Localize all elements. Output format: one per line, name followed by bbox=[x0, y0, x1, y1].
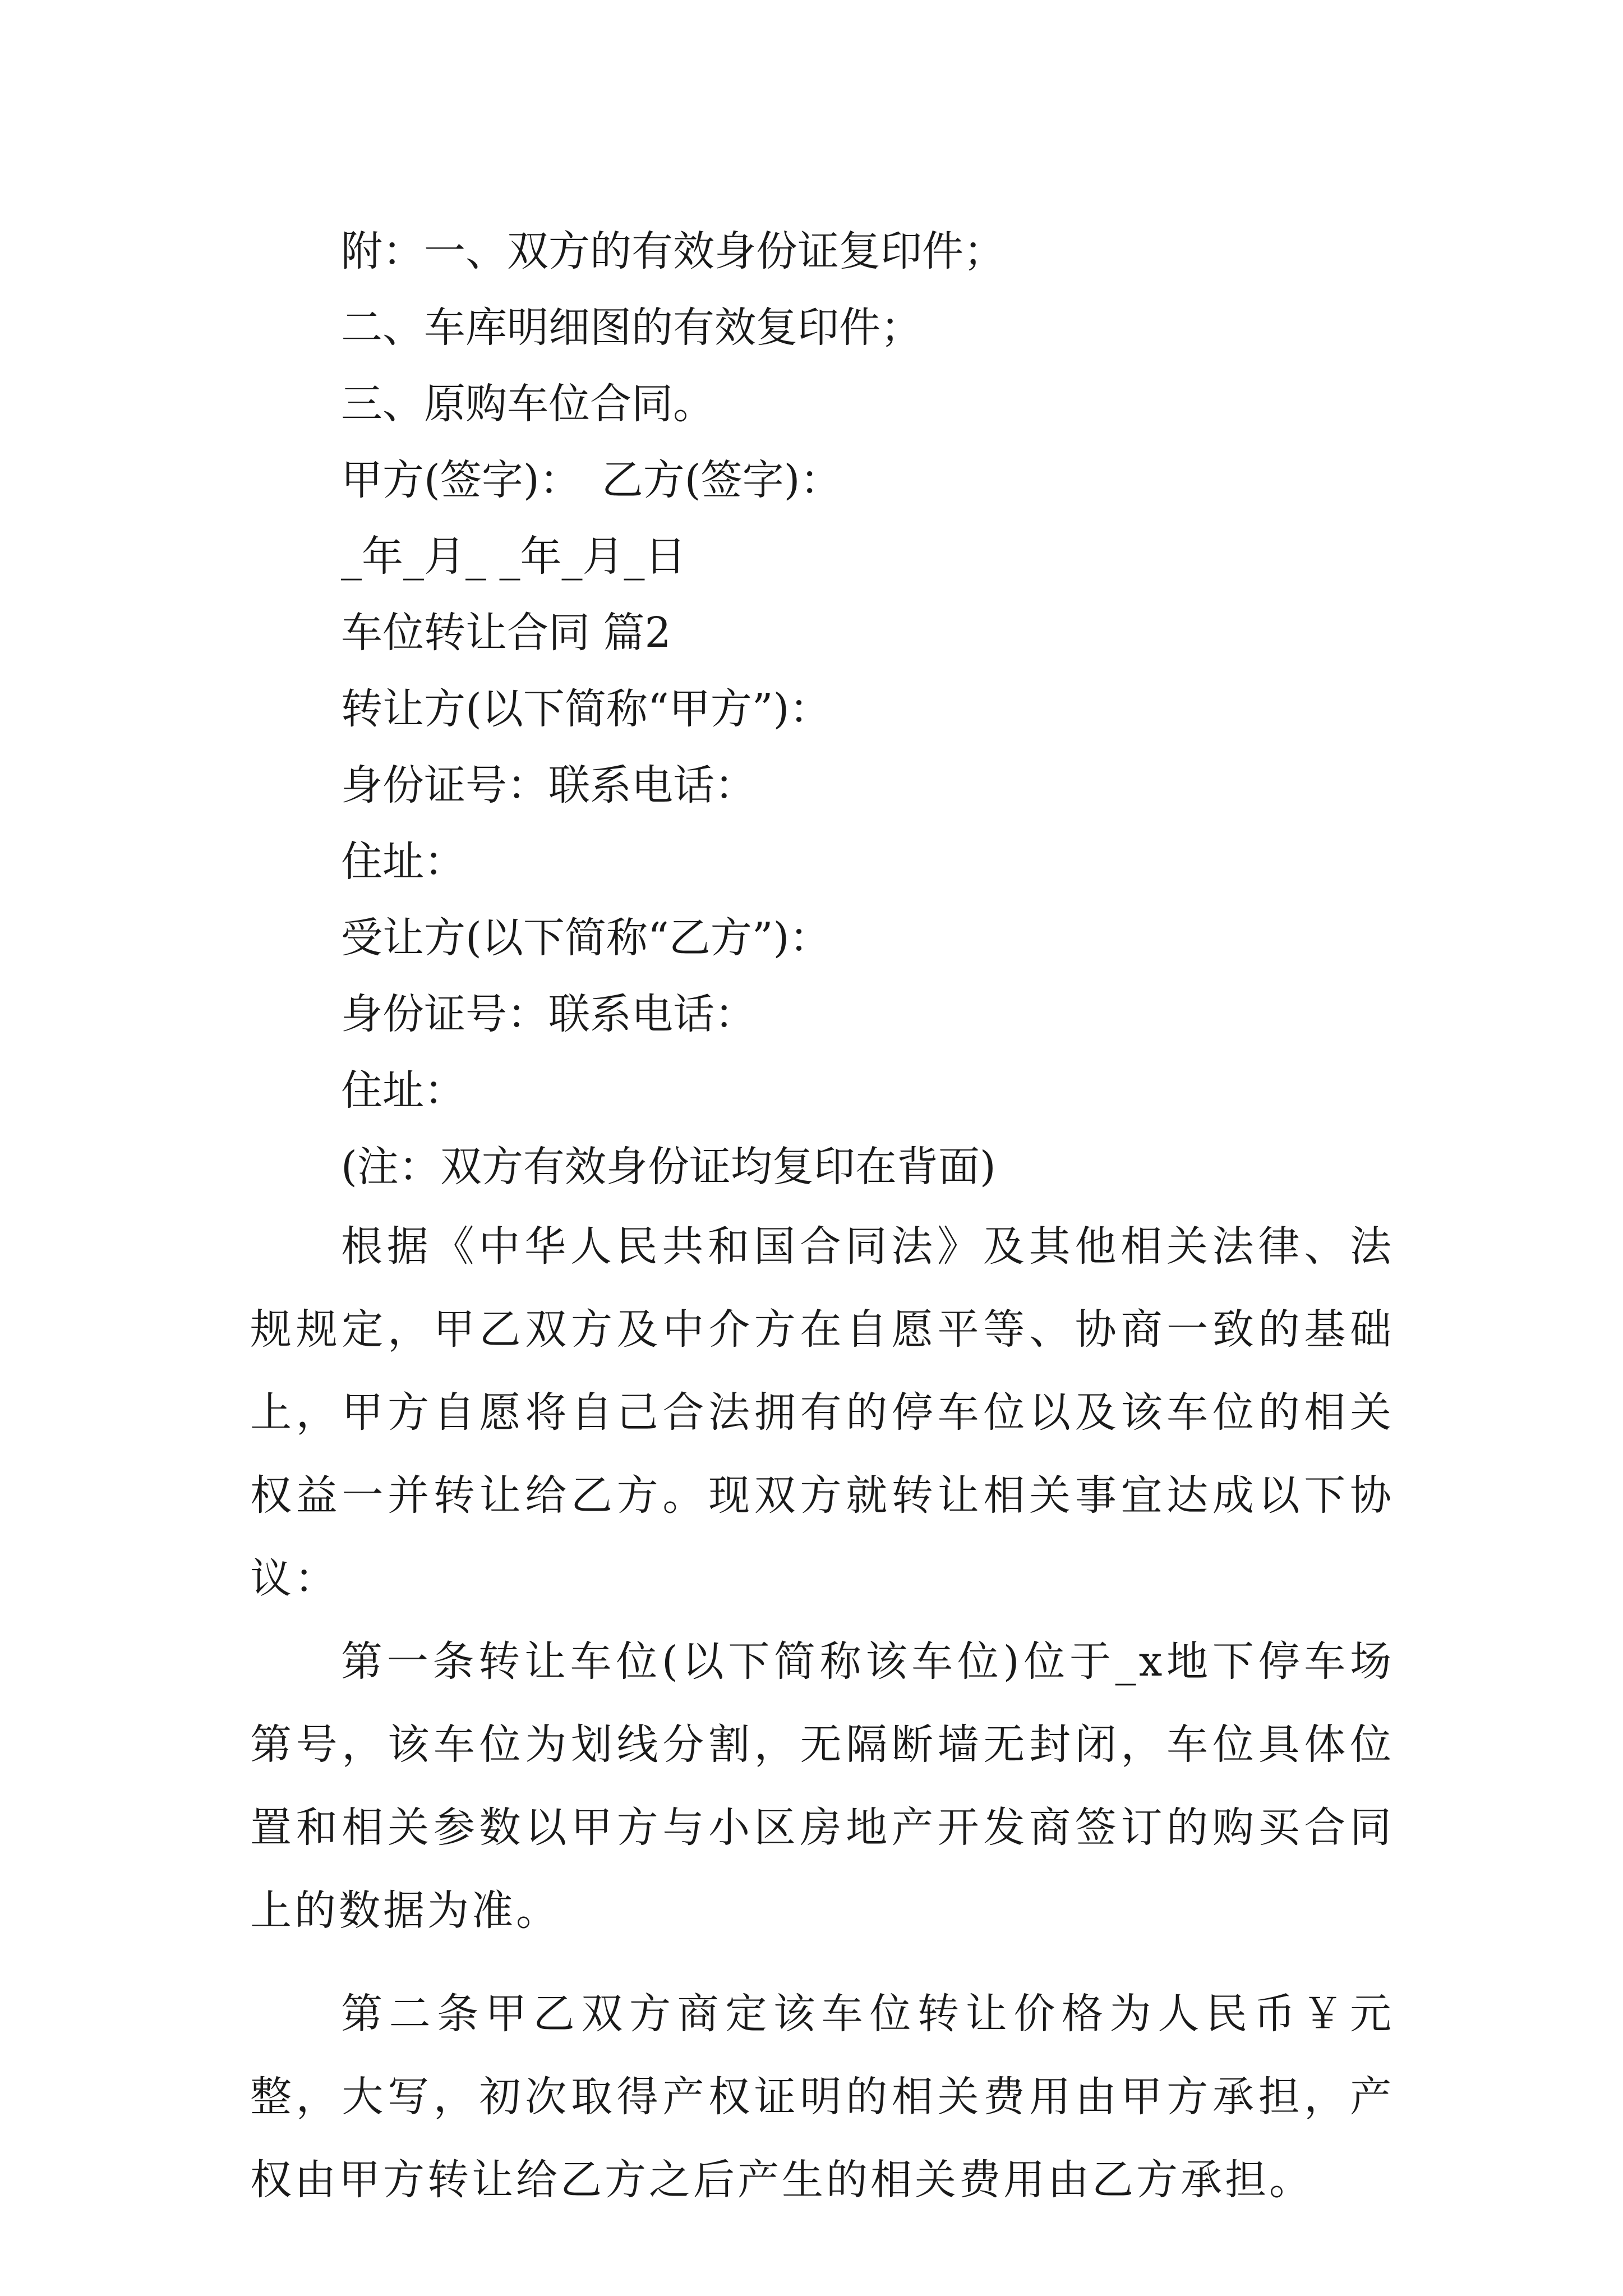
document-body bbox=[250, 213, 1394, 2221]
attachment-line-1: 附：一、双方的有效身份证复印件； bbox=[341, 227, 1005, 275]
transferor-address: 住址： bbox=[341, 838, 465, 886]
transferee-address: 住址： bbox=[341, 1066, 465, 1115]
preamble-paragraph: 根据《中华人民共和国合同法》及其他相关法律、法规规定，甲乙双方及中介方在自愿平等、协商一致的基础上，甲方自愿将自己合法拥有的停车位以及该车位的相关权益一并转让给乙方。现双方就转让相关事宜达成以下协议： bbox=[250, 1222, 1394, 1603]
contract-title: 车位转让合同 篇2 bbox=[341, 609, 671, 657]
article-2-paragraph: 第二条甲乙双方商定该车位转让价格为人民币￥元整，大写，初次取得产权证明的相关费用由甲方承担，产权由甲方转让给乙方之后产生的相关费用由乙方承担。 bbox=[250, 1990, 1394, 2204]
article-1-paragraph: 第一条转让车位(以下简称该车位)位于_x地下停车场第号，该车位为划线分割，无隔断墙无封闭，车位具体位置和相关参数以甲方与小区房地产开发商签订的购买合同上的数据为准。 bbox=[250, 1637, 1394, 1935]
attachment-line-3: 三、原购车位合同。 bbox=[341, 380, 714, 428]
signature-line: 甲方(签字)： 乙方(签字)： bbox=[341, 456, 842, 504]
transferor-line: 转让方(以下简称“甲方”)： bbox=[341, 685, 831, 733]
transferee-line: 受让方(以下简称“乙方”)： bbox=[341, 914, 831, 962]
date-line: _年_月_ _年_月_日 bbox=[341, 532, 686, 581]
note-line: (注：双方有效身份证均复印在背面) bbox=[341, 1143, 996, 1191]
attachment-line-2: 二、车库明细图的有效复印件； bbox=[341, 303, 922, 352]
transferor-id-phone: 身份证号：联系电话： bbox=[341, 761, 756, 809]
transferee-id-phone: 身份证号：联系电话： bbox=[341, 990, 756, 1038]
